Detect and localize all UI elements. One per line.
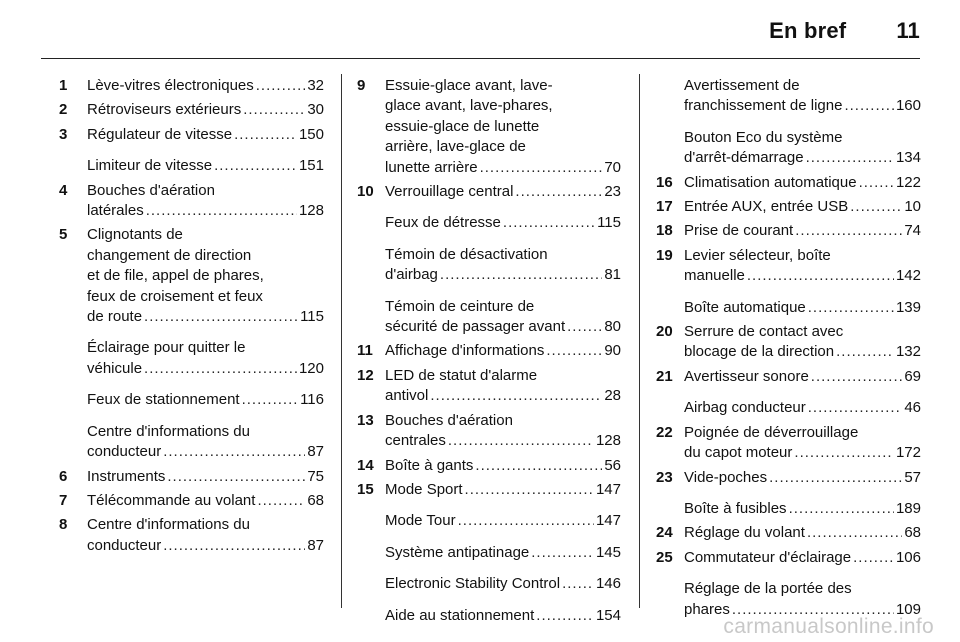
entry-page-link[interactable]: 68 bbox=[904, 524, 921, 542]
index-entry bbox=[357, 341, 621, 361]
index-entry bbox=[59, 467, 324, 487]
entry-text-line: Clignotants de bbox=[87, 226, 183, 244]
entry-number: 20 bbox=[656, 323, 673, 341]
leader-dots bbox=[243, 100, 305, 120]
entry-page-link[interactable]: 106 bbox=[895, 548, 921, 566]
leader-dots bbox=[562, 574, 594, 594]
index-entry bbox=[59, 181, 324, 222]
index-entry bbox=[656, 398, 921, 418]
entry-page-link[interactable]: 146 bbox=[595, 575, 621, 593]
index-entry bbox=[59, 156, 324, 176]
leader-dots bbox=[144, 307, 298, 327]
entry-number: 25 bbox=[656, 548, 673, 566]
leader-dots bbox=[794, 443, 894, 463]
entry-page-link[interactable]: 56 bbox=[604, 456, 621, 474]
index-entry bbox=[59, 422, 324, 463]
entry-number: 12 bbox=[357, 366, 374, 384]
leader-dots bbox=[214, 156, 297, 176]
entry-page-link[interactable]: 80 bbox=[604, 318, 621, 336]
entry-number: 21 bbox=[656, 367, 673, 385]
index-entry bbox=[357, 411, 621, 452]
entry-label: d'arrêt-démarrage bbox=[684, 149, 804, 167]
index-entry bbox=[59, 225, 324, 327]
entry-page-link[interactable]: 75 bbox=[307, 467, 324, 485]
entry-page-link[interactable]: 189 bbox=[895, 499, 921, 517]
entry-number bbox=[656, 298, 684, 318]
page-number: 11 bbox=[896, 18, 920, 43]
entry-label: Boîte à fusibles bbox=[684, 499, 787, 517]
entry-page-link[interactable]: 74 bbox=[904, 222, 921, 240]
index-entry bbox=[656, 76, 921, 117]
entry-number: 16 bbox=[656, 173, 673, 191]
entry-text-line: et de file, appel de phares, bbox=[87, 267, 264, 285]
index-entry bbox=[656, 298, 921, 318]
entry-text-line: feux de croisement et feux bbox=[87, 287, 263, 305]
index-entry bbox=[656, 246, 921, 287]
entry-label: Feux de détresse bbox=[385, 214, 501, 232]
entry-label: du capot moteur bbox=[684, 444, 793, 462]
leader-dots bbox=[853, 548, 894, 568]
entry-text-line: glace avant, lave-phares, bbox=[385, 97, 553, 115]
entry-label: centrales bbox=[385, 432, 446, 450]
entry-label: Télécommande au volant bbox=[87, 491, 256, 509]
entry-number bbox=[357, 511, 385, 531]
index-entry bbox=[656, 468, 921, 488]
entry-text-line: changement de direction bbox=[87, 246, 252, 264]
index-entry bbox=[357, 543, 621, 563]
leader-dots bbox=[836, 342, 894, 362]
entry-label: de route bbox=[87, 308, 143, 326]
entry-number: 19 bbox=[656, 246, 673, 264]
entry-page-link[interactable]: 132 bbox=[895, 343, 921, 361]
entry-page-link[interactable]: 139 bbox=[895, 298, 921, 316]
leader-dots bbox=[515, 182, 602, 202]
leader-dots bbox=[256, 76, 306, 96]
entry-label: Réglage du volant bbox=[684, 524, 805, 542]
entry-text-line: arrière, lave-glace de bbox=[385, 138, 526, 156]
leader-dots bbox=[789, 499, 894, 519]
index-entry bbox=[59, 76, 324, 96]
entry-label: Commutateur d'éclairage bbox=[684, 548, 852, 566]
entry-label: Mode Tour bbox=[385, 512, 456, 530]
entry-label: conducteur bbox=[87, 536, 162, 554]
index-entry bbox=[357, 213, 621, 233]
entry-page-link[interactable]: 10 bbox=[904, 198, 921, 216]
entry-label: véhicule bbox=[87, 359, 143, 377]
index-entry bbox=[656, 197, 921, 217]
index-entry bbox=[357, 76, 621, 178]
index-entry bbox=[656, 499, 921, 519]
entry-page-link[interactable]: 128 bbox=[595, 432, 621, 450]
entry-label: Prise de courant bbox=[684, 222, 794, 240]
column-divider bbox=[341, 74, 342, 608]
leader-dots bbox=[163, 536, 305, 556]
entry-text-line: LED de statut d'alarme bbox=[385, 366, 538, 384]
entry-text-line: Essuie-glace avant, lave- bbox=[385, 77, 553, 94]
leader-dots bbox=[503, 213, 595, 233]
entry-number: 2 bbox=[59, 101, 68, 119]
entry-label: Lève-vitres électroniques bbox=[87, 77, 254, 94]
entry-label: Electronic Stability Control bbox=[385, 575, 561, 593]
entry-number bbox=[656, 579, 684, 620]
leader-dots bbox=[448, 431, 594, 451]
leader-dots bbox=[465, 480, 594, 500]
entry-label: Système antipatinage bbox=[385, 543, 530, 561]
leader-dots bbox=[806, 148, 894, 168]
entry-label: Verrouillage central bbox=[385, 183, 514, 201]
entry-label: Entrée AUX, entrée USB bbox=[684, 198, 849, 216]
entry-page-link[interactable]: 145 bbox=[595, 543, 621, 561]
leader-dots bbox=[567, 317, 602, 337]
leader-dots bbox=[546, 341, 602, 361]
entry-page-link[interactable]: 30 bbox=[307, 101, 324, 119]
leader-dots bbox=[430, 386, 602, 406]
index-entry bbox=[59, 338, 324, 379]
leader-dots bbox=[807, 523, 902, 543]
index-entry bbox=[357, 297, 621, 338]
entry-text-line: Centre d'informations du bbox=[87, 516, 250, 534]
index-entry bbox=[357, 366, 621, 407]
index-entry bbox=[656, 579, 921, 620]
entry-text-line: Poignée de déverrouillage bbox=[684, 423, 859, 441]
entry-number bbox=[656, 499, 684, 519]
index-entry bbox=[357, 511, 621, 531]
leader-dots bbox=[475, 456, 602, 476]
entry-page-link[interactable]: 134 bbox=[895, 149, 921, 167]
entry-label: latérales bbox=[87, 202, 144, 220]
entry-number bbox=[656, 398, 684, 418]
entry-number: 6 bbox=[59, 467, 68, 485]
entry-label: Climatisation automatique bbox=[684, 173, 857, 191]
entry-label: Aide au stationnement bbox=[385, 606, 535, 624]
leader-dots bbox=[747, 266, 894, 286]
index-entry bbox=[357, 480, 621, 500]
entry-label: Limiteur de vitesse bbox=[87, 157, 213, 175]
leader-dots bbox=[163, 442, 305, 462]
entry-page-link[interactable]: 69 bbox=[904, 367, 921, 385]
entry-label: Boîte automatique bbox=[684, 298, 806, 316]
entry-text-line: Témoin de ceinture de bbox=[385, 297, 535, 315]
entry-label: Feux de stationnement bbox=[87, 391, 240, 409]
leader-dots bbox=[808, 298, 894, 318]
entry-page-link[interactable]: 160 bbox=[895, 97, 921, 115]
entry-number bbox=[59, 422, 87, 463]
entry-text-line: Bouton Eco du système bbox=[684, 128, 843, 146]
entry-text-line: essuie-glace de lunette bbox=[385, 117, 540, 135]
entry-number: 9 bbox=[357, 77, 366, 94]
entry-label: Vide-poches bbox=[684, 468, 768, 486]
entry-number bbox=[357, 245, 385, 286]
entry-label: manuelle bbox=[684, 267, 745, 285]
entry-text-line: Réglage de la portée des bbox=[684, 580, 852, 598]
leader-dots bbox=[769, 468, 902, 488]
entry-label: blocage de la direction bbox=[684, 343, 835, 361]
entry-page-link[interactable]: 23 bbox=[604, 183, 621, 201]
entry-page-link[interactable]: 116 bbox=[300, 391, 324, 409]
entry-number bbox=[357, 297, 385, 338]
page-header bbox=[769, 18, 920, 44]
entry-page-link[interactable]: 81 bbox=[604, 266, 621, 284]
entry-text-line: Témoin de désactivation bbox=[385, 245, 548, 263]
entry-page-link[interactable]: 147 bbox=[595, 480, 621, 498]
entry-page-link[interactable]: 32 bbox=[307, 77, 324, 94]
entry-page-link[interactable]: 147 bbox=[595, 512, 621, 530]
entry-number: 17 bbox=[656, 198, 673, 216]
leader-dots bbox=[811, 367, 903, 387]
entry-page-link[interactable]: 46 bbox=[904, 399, 921, 417]
entry-number: 1 bbox=[59, 77, 68, 94]
entry-number: 13 bbox=[357, 411, 374, 429]
entry-label: Airbag conducteur bbox=[684, 399, 806, 417]
entry-text-line: Bouches d'aération bbox=[385, 411, 513, 429]
page-title: En bref bbox=[769, 18, 847, 43]
entry-number: 7 bbox=[59, 491, 68, 509]
entry-label: Affichage d'informations bbox=[385, 342, 545, 360]
entry-page-link[interactable]: 115 bbox=[597, 214, 621, 232]
entry-page-link[interactable]: 87 bbox=[307, 536, 324, 554]
site-watermark: carmanualsonline.info bbox=[723, 615, 934, 638]
entry-label: sécurité de passager avant bbox=[385, 318, 566, 336]
entry-number bbox=[357, 574, 385, 594]
leader-dots bbox=[480, 158, 603, 178]
entry-number: 23 bbox=[656, 468, 673, 486]
entry-page-link[interactable]: 68 bbox=[307, 491, 324, 509]
index-entry bbox=[357, 606, 621, 626]
leader-dots bbox=[144, 359, 297, 379]
leader-dots bbox=[850, 197, 902, 217]
entry-text-line: Bouches d'aération bbox=[87, 181, 215, 199]
leader-dots bbox=[531, 543, 594, 563]
entry-text-line: Centre d'informations du bbox=[87, 422, 250, 440]
entry-number: 4 bbox=[59, 181, 68, 199]
entry-label: Instruments bbox=[87, 467, 166, 485]
index-entry bbox=[59, 390, 324, 410]
entry-label: antivol bbox=[385, 387, 429, 405]
leader-dots bbox=[257, 491, 305, 511]
entry-number bbox=[59, 156, 87, 176]
entry-page-link[interactable]: 28 bbox=[604, 387, 621, 405]
entry-page-link[interactable]: 57 bbox=[904, 468, 921, 486]
entry-label: Rétroviseurs extérieurs bbox=[87, 101, 242, 119]
entry-number: 14 bbox=[357, 456, 374, 474]
index-entry bbox=[357, 245, 621, 286]
entry-number bbox=[357, 543, 385, 563]
entry-number bbox=[59, 338, 87, 379]
entry-page-link[interactable]: 128 bbox=[298, 202, 324, 220]
index-entry bbox=[357, 182, 621, 202]
entry-page-link[interactable]: 150 bbox=[298, 125, 324, 143]
entry-number: 18 bbox=[656, 222, 673, 240]
index-entry bbox=[357, 574, 621, 594]
index-entry bbox=[59, 515, 324, 556]
header-rule bbox=[41, 58, 920, 59]
entry-text-line: Éclairage pour quitter le bbox=[87, 339, 246, 357]
index-entry bbox=[59, 125, 324, 145]
index-entry bbox=[59, 100, 324, 120]
entry-number: 3 bbox=[59, 125, 68, 143]
entry-number bbox=[357, 213, 385, 233]
entry-page-link[interactable]: 151 bbox=[298, 157, 324, 175]
leader-dots bbox=[795, 221, 902, 241]
entry-text-line: Serrure de contact avec bbox=[684, 323, 844, 341]
column-divider bbox=[639, 74, 640, 608]
index-column-3 bbox=[656, 76, 921, 624]
index-entry bbox=[656, 523, 921, 543]
index-entry bbox=[656, 128, 921, 169]
entry-number: 15 bbox=[357, 480, 374, 498]
leader-dots bbox=[167, 467, 305, 487]
entry-page-link[interactable]: 154 bbox=[595, 606, 621, 624]
index-entry bbox=[656, 322, 921, 363]
entry-number bbox=[656, 128, 684, 169]
entry-page-link[interactable]: 120 bbox=[298, 359, 324, 377]
entry-label: lunette arrière bbox=[385, 158, 478, 176]
entry-page-link[interactable]: 70 bbox=[604, 158, 621, 176]
entry-label: conducteur bbox=[87, 443, 162, 461]
leader-dots bbox=[536, 606, 594, 626]
leader-dots bbox=[808, 398, 903, 418]
entry-number: 8 bbox=[59, 516, 68, 534]
index-entry bbox=[656, 173, 921, 193]
entry-page-link[interactable]: 87 bbox=[307, 443, 324, 461]
entry-page-link[interactable]: 90 bbox=[604, 342, 621, 360]
entry-number bbox=[59, 390, 87, 410]
entry-number: 24 bbox=[656, 524, 673, 542]
leader-dots bbox=[440, 265, 602, 285]
index-entry bbox=[656, 548, 921, 568]
entry-page-link[interactable]: 142 bbox=[895, 267, 921, 285]
index-entry bbox=[656, 367, 921, 387]
leader-dots bbox=[242, 390, 298, 410]
entry-page-link[interactable]: 115 bbox=[300, 308, 324, 326]
leader-dots bbox=[859, 173, 894, 193]
entry-number bbox=[357, 606, 385, 626]
index-entry bbox=[656, 423, 921, 464]
entry-label: Mode Sport bbox=[385, 480, 463, 498]
entry-page-link[interactable]: 122 bbox=[895, 173, 921, 191]
entry-label: Régulateur de vitesse bbox=[87, 125, 233, 143]
entry-number: 11 bbox=[357, 342, 373, 360]
entry-text-line: Levier sélecteur, boîte bbox=[684, 246, 831, 264]
leader-dots bbox=[234, 125, 297, 145]
entry-number: 10 bbox=[357, 183, 374, 201]
entry-label: franchissement de ligne bbox=[684, 97, 843, 115]
index-entry bbox=[357, 456, 621, 476]
leader-dots bbox=[844, 96, 894, 116]
entry-label: Avertisseur sonore bbox=[684, 367, 809, 385]
index-column-1 bbox=[59, 76, 324, 560]
entry-text-line: Avertissement de bbox=[684, 77, 800, 94]
index-column-2 bbox=[357, 76, 621, 630]
entry-label: phares bbox=[684, 600, 730, 618]
entry-number: 5 bbox=[59, 226, 68, 244]
index-entry bbox=[59, 491, 324, 511]
entry-label: d'airbag bbox=[385, 266, 438, 284]
leader-dots bbox=[146, 201, 297, 221]
entry-page-link[interactable]: 172 bbox=[895, 444, 921, 462]
leader-dots bbox=[458, 511, 594, 531]
entry-page-link[interactable]: 109 bbox=[895, 600, 921, 618]
entry-number: 22 bbox=[656, 423, 673, 441]
entry-number bbox=[656, 76, 684, 117]
index-entry bbox=[656, 221, 921, 241]
entry-label: Boîte à gants bbox=[385, 456, 474, 474]
